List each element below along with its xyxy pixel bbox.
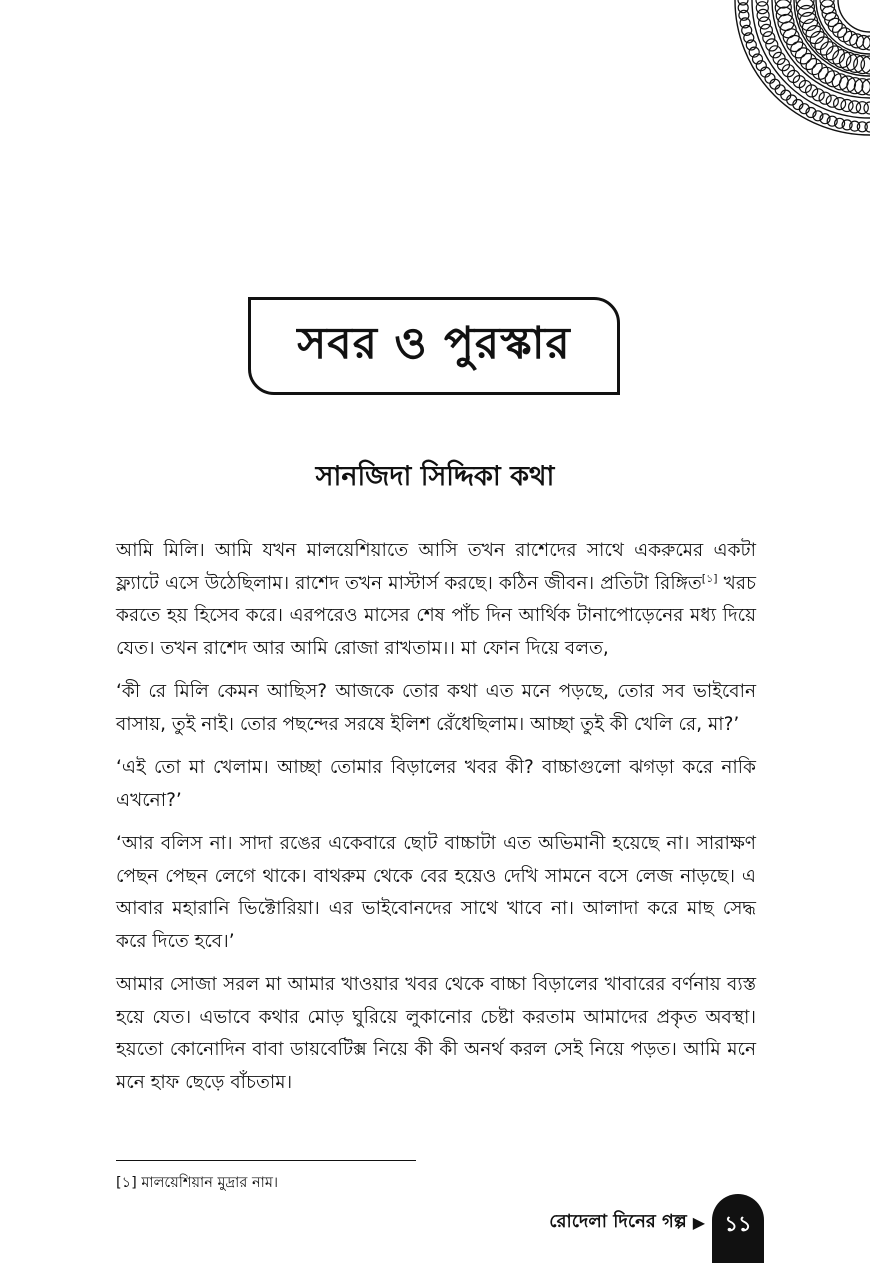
book-title: রোদেলা দিনের গল্প <box>549 1211 687 1232</box>
mandala-petal <box>815 37 833 55</box>
mandala-petal <box>775 85 785 95</box>
mandala-petal <box>819 92 831 104</box>
paragraph: আমার সোজা সরল মা আমার খাওয়ার খবর থেকে বাচ্চা বিড়ালের খাবারের বর্ণনায় ব্যস্ত হয়ে যেত। এভাবে কথার মোড় ঘুরিয়ে লুকানোর চেষ্টা করতাম আমাদের প্রকৃত অবস্থা। হয়তো কোনোদিন বাবা ডায়বেটিক্স নিয়ে কী কী অনর্থ করল সেই নিয়ে পড়ত। আমি মনে মনে হাফ ছেড়ে বাঁচতাম। <box>116 974 756 1093</box>
footnote-reference: [১] <box>701 571 718 585</box>
mandala-petal <box>812 89 824 101</box>
paragraph <box>116 535 756 665</box>
author-name: সানজিদা সিদ্দিকা কথা <box>315 461 555 492</box>
mandala-petal <box>769 46 781 58</box>
triangle-right-icon: ▶ <box>692 1213 705 1232</box>
mandala-petal <box>834 98 846 110</box>
mandala-petal <box>810 32 828 50</box>
paragraph-text: আমি মিলি। আমি যখন মালয়েশিয়াতে আসি তখন রাশেদের সাথে একরুমের একটা ফ্ল্যাটে এসে উঠেছিলাম। রাশেদ তখন মাস্টার্স করছে। কঠিন জীবন। প্রতিটা রিঙ্গিত <box>116 540 756 594</box>
mandala-petal <box>766 39 778 51</box>
page-number-tab <box>712 1194 764 1263</box>
mandala-petal <box>854 56 870 74</box>
mandala-ornament <box>710 0 870 140</box>
mandala-petal <box>760 24 772 36</box>
mandala-petal <box>841 100 853 112</box>
paragraph: ‘কী রে মিলি কেমন আছিস? আজকে তোর কথা এত মনে পড়ছে, তোর সব ভাইবোন বাসায়, তুই নাই। তোর পছন্দের সরষে ইলিশ রেঁধেছিলাম। আচ্ছা তুই কী খেলি রে, মা?’ <box>116 681 756 735</box>
mandala-petal <box>826 95 838 107</box>
mandala-petal <box>821 42 839 60</box>
page-number: ১১ <box>724 1212 752 1236</box>
paragraph: ‘এই তো মা খেলাম। আচ্ছা তোমার বিড়ালের খবর কী? বাচ্চাগুলো ঝগড়া করে নাকি এখনো?’ <box>116 757 756 811</box>
footnote-divider <box>116 1160 416 1161</box>
body-text <box>116 535 756 1110</box>
chapter-title-box <box>248 297 620 395</box>
chapter-title: সবর ও পুরস্কার <box>297 317 571 369</box>
paragraph-text: খরচ করতে হয় হিসেব করে। এরপরেও মাসের শেষ পাঁচ দিন আর্থিক টানাপোড়েনের মধ্য দিয়ে যেত। তখন রাশেদ আর আমি রোজা রাখতাম।। মা ফোন দিয়ে বলত, <box>116 572 756 659</box>
mandala-petal <box>796 0 814 16</box>
paragraph: ‘আর বলিস না। সাদা রঙের একেবারে ছোট বাচ্চাটা এত অভিমানী হয়েছে না। সারাক্ষণ পেছন পেছন লেগে থাকে। বাথরুম থেকে বের হয়েও দেখি সামনে বসে লেজ নাড়ছে। এ আবার মহারানি ভিক্টোরিয়া। এর ভাইবোনদের সাথে খাবে না। আলাদা করে মাছ সেদ্ধ করে দিতে হবে।’ <box>116 833 756 952</box>
mandala-petal <box>763 32 775 44</box>
running-footer <box>549 1207 705 1238</box>
footnote: [১] মালয়েশিয়ান মুদ্রার নাম। <box>116 1175 279 1191</box>
